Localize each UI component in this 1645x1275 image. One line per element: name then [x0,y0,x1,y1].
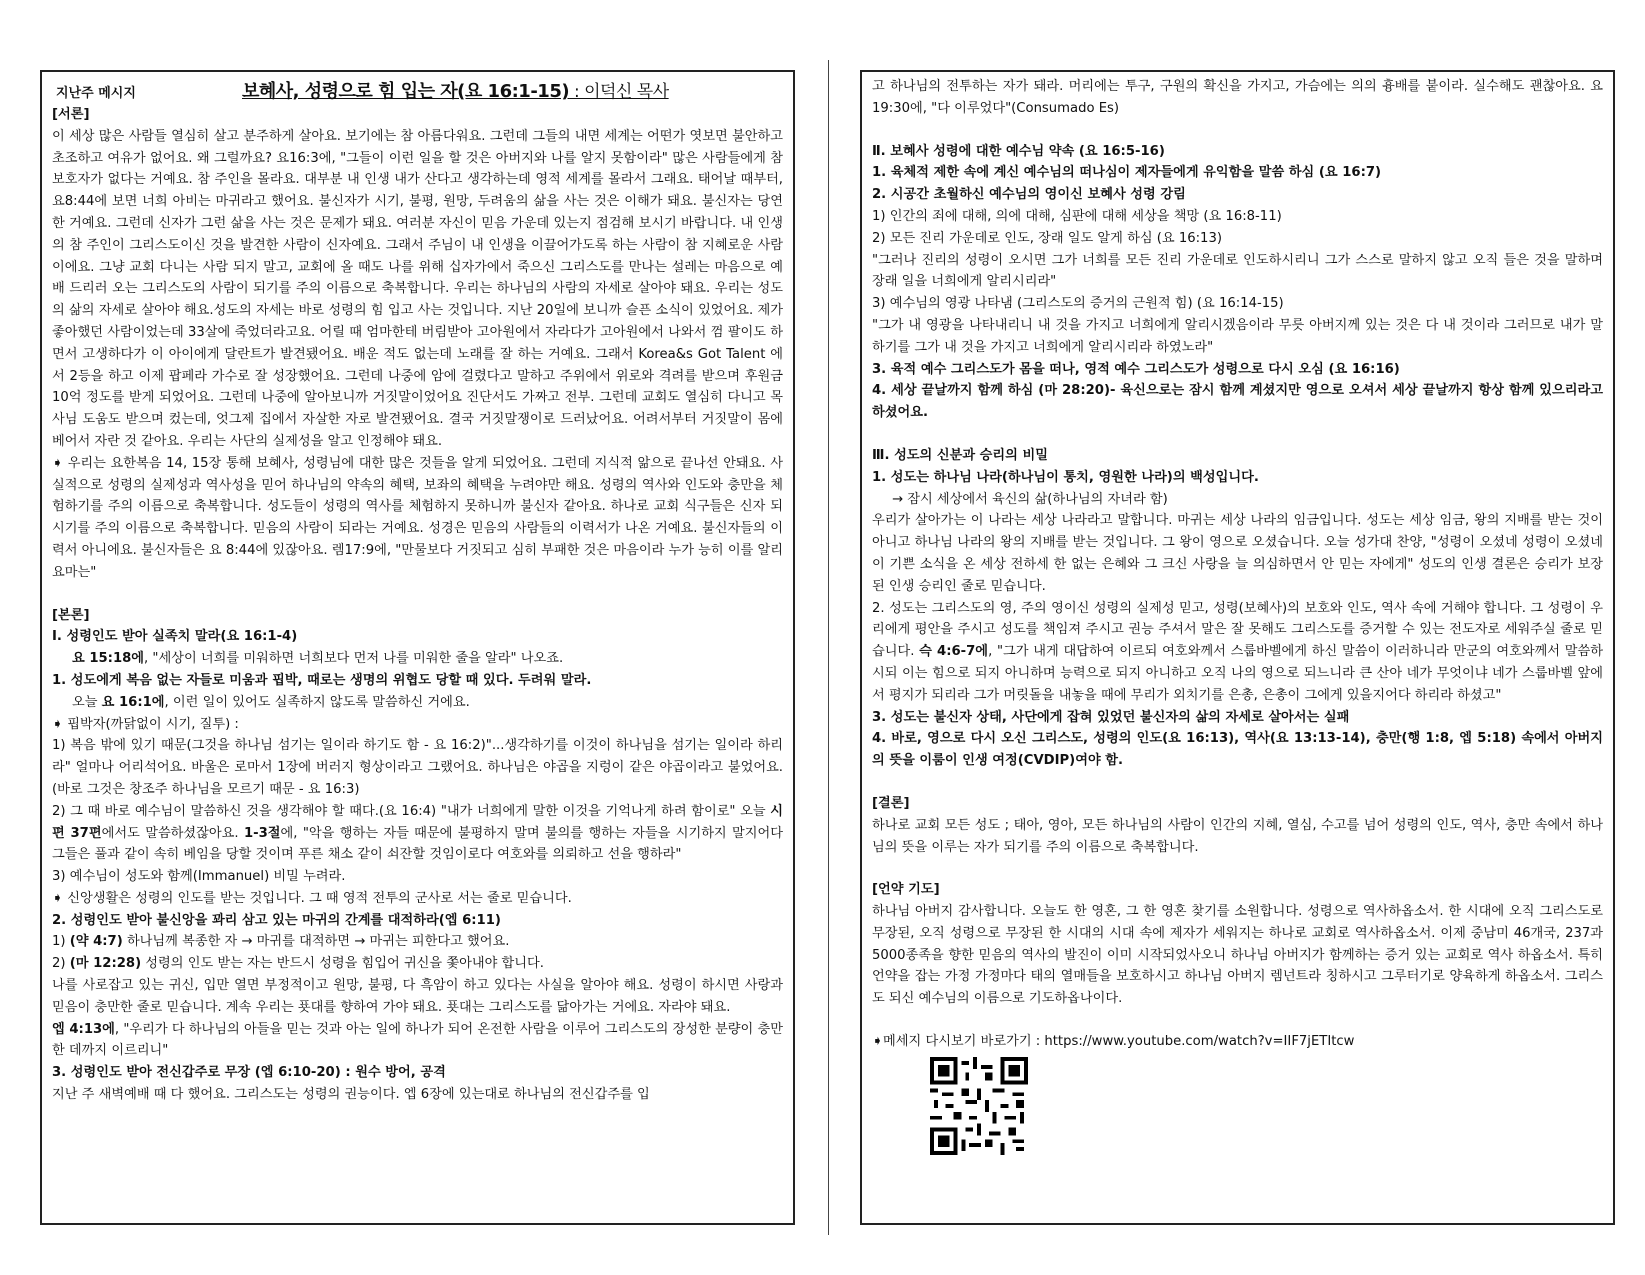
section-3-heading: 3. 성령인도 받아 전신갑주로 무장 (엡 6:10-20) : 원수 방어, 공격 [52,1065,446,1081]
section-ii-point-7: 4. 세상 끝날까지 함께 하심 (마 28:20)- 육신으로는 잠시 함께 계셨지만 영으로 오셔서 세상 끝날까지 항상 함께 있으리라고 하셨어요. [872,383,1603,421]
section-ii-quote-2: "그가 내 영광을 나타내리니 내 것을 가지고 너희에게 알리시겠음이라 무릇 아버지께 있는 것은 다 내 것이라 그러므로 내가 말하기를 그가 내 것을 가지고 너희에게 알리시리라 하였노라" [872,317,1603,355]
text-part: 에서도 말씀하셨잖아요. [101,825,244,841]
ref-bold: (약 4:7) [69,934,123,950]
section-2-point-1 [52,931,783,953]
text-part: 에, "악을 행하는 자들 때문에 불평하지 말며 불의를 행하는 자들을 시기하지 말지어다 그들은 풀과 같이 속히 베임을 당할 것이며 푸른 채소 같이 쇠잔할 것임이로다 여호와를 의뢰하고 선을 행하라" [52,825,784,863]
text-part: 하나님께 복종한 자 → 마귀를 대적하면 → 마귀는 피한다고 했어요. [122,934,510,950]
section-1-heading: Ⅰ. 성령인도 받아 실족치 말라(요 16:1-4) [52,629,298,645]
header-label: 지난주 메시지 [56,86,136,101]
section-ii-point-5: 3) 예수님의 영광 나타냄 (그리스도의 증거의 근원적 힘) (요 16:14-15) [872,296,1284,312]
text-part: 성령의 인도 받는 자는 반드시 성령을 힘입어 귀신을 쫓아내야 합니다. [141,956,544,972]
section-2-point-3: 나를 사로잡고 있는 귀신, 입만 열면 부정적이고 원망, 불평, 다 흑암이 하고 있다는 사실을 알아야 해요. 성령이 하시면 사랑과 믿음이 충만한 줄로 믿습니다. 계속 우리는 푯대를 향하여 가야 돼요. 푯대는 그리스도를 닮아가는 거에요. 자라야 돼요. [52,978,783,1015]
section-2-point-4 [52,1019,783,1063]
left-column [40,70,795,1225]
text-part: , "우리가 다 하나님의 아들을 믿는 것과 아는 일에 하나가 되어 온전한 사람을 이루어 그리스도의 장성한 분량이 충만한 데까지 이르리니" [52,1021,783,1059]
section-iii-paragraph-2 [872,598,1603,707]
intro-heading: [서론] [52,107,90,122]
sermon-title [242,77,669,103]
section-ii-point-4: 2) 모든 진리 가운데로 인도, 장래 일도 알게 하심 (요 16:13) [872,230,1222,246]
section-1-point-4 [52,801,783,866]
section-1-point-6: ➧ 신앙생활은 성령의 인도를 받는 것입니다. 그 때 영적 전투의 군사로 서는 줄로 믿습니다. [52,890,572,906]
ref-bold: 1-3절 [243,825,281,841]
text-part: , 이런 일이 있어도 실족하지 않도록 말씀하신 거에요. [164,694,470,710]
section-1-point-1b [52,692,783,714]
ref-bold: 요 15:18에 [72,651,145,667]
section-2-heading: 2. 성령인도 받아 불신앙을 꽈리 삼고 있는 마귀의 간계를 대적하라(엡 6:11) [52,912,501,928]
text-part: 2) [52,956,70,972]
section-1-point-3: 1) 복음 밖에 있기 때문(그것을 하나님 섬기는 일이라 하기도 함 - 요 16:2)"...생각하기를 이것이 하나님을 섬기는 일이라 하리라" 얼마나 어리석어요. 바울은 로마서 1장에 버러지 형상이라고 그랬어요. 하나님은 야곱을 지렁이 같은 야곱이라고 불었어요. (바로 그것은 창조주 하나님을 모르기 때문 - 요 16:3) [52,738,783,797]
sermon-author: : 이덕신 목사 [569,82,669,102]
section-iii-point-1: 1. 성도는 하나님 나라(하나님이 통치, 영원한 나라)의 백성입니다. [872,469,1259,485]
qr-code-graphic [930,1057,1028,1155]
prayer-paragraph: 하나님 아버지 감사합니다. 오늘도 한 영혼, 그 한 영혼 찾기를 소원합니다. 성령으로 역사하옵소서. 한 시대에 오직 그리스도로 무장된, 오직 성령으로 무장된 한 시대의 시대 속에 제자가 세워지는 하나로 교회로 역사하옵소서. 이제 중남미 46개국, 237과 5000종족을 향한 믿음의 역사의 발진이 이미 시작되었사오니 하나님 아버지가 함께하는 증거 있는 교회로 역사 하옵소서. 특히 언약을 잡는 가정 가정마다 태의 열매들을 보호하시고 하나님 아버지 렘넌트라 칭하시고 그루터기로 양육하게 하옵소서. 그리스도 되신 예수님의 이름으로 기도하옵나이다. [872,904,1603,1007]
video-link[interactable]: ➧메세지 다시보기 바로가기 : https://www.youtube.com/watch?v=IIF7jETItcw [872,1034,1355,1050]
section-ii-point-2: 2. 시공간 초월하신 예수님의 영이신 보혜사 성령 강림 [872,187,1186,203]
ref-bold: 요 16:1에 [101,694,165,710]
section-ii-point-1: 1. 육체적 제한 속에 계신 예수님의 떠나심이 제자들에게 유익함을 말씀 하심 (요 16:7) [872,165,1382,181]
intro-paragraph-1: 이 세상 많은 사람들 열심히 살고 분주하게 살아요. 보기에는 참 아름다워요. 그런데 그들의 내면 세계는 어떤가 엿보면 불안하고 초조하고 여유가 없어요. 왜 그럴까요? 요16:3에, "그들이 이런 일을 할 것은 아버지와 나를 알지 못함이라" 많은 사람들에게 참 보호자가 없다는 거예요. 참 주인을 몰라요. 대부분 내 인생 내가 산다고 생각하는데 영적 세계를 몰라서 그래요. 태어날 때부터, 요8:44에 보면 너희 아비는 마귀라고 했어요. 불신자가 시기, 불평, 원망, 두려움의 삶을 사는 것은 이해가 돼요. 불신자는 당연한 거예요. 그런데 신자가 그런 삶을 사는 것은 문제가 돼요. 여러분 자신이 믿음 가운데 있는지 점검해 보시기 바랍니다. 내 인생의 참 주인이 그리스도이신 것을 발견한 사람이 신자예요. 그래서 주님이 내 인생을 이끌어가도록 하는 사람이 참 지혜로운 사람이에요. 그냥 교회 다니는 사람 되지 말고, 교회에 올 때도 나를 위해 십자가에서 죽으신 그리스도를 만나는 설레는 마음으로 예배 드리러 오는 그리스도의 사람이 되기를 주의 이름으로 축복합니다. 우리는 하나님의 사람의 자세로 살아야 돼요. 우리는 성도의 삶의 자세로 살아야 해요.성도의 자세는 바로 성령의 힘 입고 사는 것입니다. 지난 20일에 보니까 슬픈 소식이 있었어요. 제가 좋아했던 사람이었는데 33살에 죽었더라고요. 어릴 때 엄마한테 버림받아 고아원에서 자라다가 고아원에서 나와서 껌 팔이도 하면서 고생하다가 이 아이에게 달란트가 발견됐어요. 배운 적도 없는데 노래를 잘 하는 거예요. 그래서 Korea&s Got Talent 에서 2등을 하고 이제 팝페라 가수로 잘 성장했어요. 그런데 나중에 암에 걸렸다고 말하고 주위에서 위로와 격려를 받으며 후원금 10억 정도를 받게 되었어요. 그런데 나중에 알아보니까 거짓말이었어요 진단서도 가짜고 전부. 그런데 교회도 열심히 다니고 목사님 도움도 받으며 컸는데, 엇그제 집에서 자살한 자로 발견됐어요. 결국 거짓말쟁이로 드러났어요. 어려서부터 거짓말이 몸에 베어서 자란 것 같아요. 우리는 사단의 실제성을 알고 인정해야 돼요. [52,128,783,449]
message-header [52,76,783,104]
section-ii-point-3: 1) 인간의 죄에 대해, 의에 대해, 심판에 대해 세상을 책망 (요 16:8-11) [872,208,1282,224]
text-part: 오늘 [72,694,102,710]
text-part: 2) 그 때 바로 예수님이 말씀하신 것을 생각해야 할 때다.(요 16:4) "내가 너희에게 말한 이것을 기억나게 하려 함이로" 오늘 [52,803,771,819]
ref-bold: 슥 4:6-7에 [919,644,989,660]
section-iii-point-3: 3. 성도는 불신자 상태, 사단에게 잡혀 있었던 불신자의 삶의 자세로 살아서는 실패 [872,709,1350,725]
column-divider [828,60,829,1235]
section-ii-quote-1: "그러나 진리의 성령이 오시면 그가 너희를 모든 진리 가운데로 인도하시리니 그가 스스로 말하지 않고 오직 들은 것을 말하며 장래 일을 너희에게 알리시리라" [872,252,1603,290]
section-ii-heading: Ⅱ. 보혜사 성령에 대한 예수님 약속 (요 16:5-16) [872,143,1165,159]
right-column [860,70,1615,1225]
section-ii-point-6: 3. 육적 예수 그리스도가 몸을 떠나, 영적 예수 그리스도가 성령으로 다시 오심 (요 16:16) [872,361,1400,377]
ref-bold: (마 12:28) [69,956,142,972]
sermon-title-text: 보혜사, 성령으로 힘 입는 자(요 16:1-15) [242,81,570,102]
text-part: , "그가 내게 대답하여 이르되 여호와께서 스룹바벨에게 하신 말씀이 이러하니라 만군의 여호와께서 말씀하시되 이는 힘으로 되지 아니하며 능력으로 되지 아니하고 오직 나의 영으로 되느니라 큰 산아 네가 무엇이냐 네가 스룹바벨 앞에서 평지가 되리라 그가 머릿돌을 내놓을 때에 무리가 외치기를 은총, 은총이 그에게 있을지어다 하리라 하셨고" [872,644,1603,703]
section-1-point-1: 1. 성도에게 복음 없는 자들로 미움과 핍박, 때로는 생명의 위협도 당할 때 있다. 두려워 말라. [52,672,592,688]
section-iii-point-4: 4. 바로, 영으로 다시 오신 그리스도, 성령의 인도(요 16:13), 역사(요 13:13-14), 충만(행 1:8, 엡 5:18) 속에서 아버지의 뜻을 이룸이 인생 여정(CVDIP)여야 함. [872,731,1603,769]
section-1-ref [52,648,783,670]
section-1-point-2: ➧ 핍박자(까닭없이 시기, 질투) : [52,716,239,732]
conclusion-heading: [결론] [872,795,910,811]
section-iii-paragraph-1: 우리가 살아가는 이 나라는 세상 나라라고 말합니다. 마귀는 세상 나라의 임금입니다. 성도는 세상 임금, 왕의 지배를 받는 것이 아니고 하나님 나라의 왕의 지배를 받는 것입니다. 그 왕이 영으로 오셨습니다. 오늘 성가대 찬양, "성령이 오셨네 성령이 오셨네 이 기쁜 소식을 온 세상 전하세 한 없는 은혜와 그 크신 사랑을 늘 의심하면서 안 믿는 자에게" 성도의 인생 결론은 승리가 보장된 인생 승리인 줄로 믿습니다. [872,513,1603,594]
section-1-point-5: 3) 예수님이 성도와 함께(Immanuel) 비밀 누려라. [52,869,346,885]
section-iii-point-1-sub: → 잠시 세상에서 육신의 삶(하나님의 자녀라 함) [892,491,1168,507]
prayer-heading: [언약 기도] [872,882,940,898]
ref-bold: 엡 4:13에 [52,1021,115,1037]
continued-paragraph: 고 하나님의 전투하는 자가 돼라. 머리에는 투구, 구원의 확신을 가지고, 가슴에는 의의 흉배를 붙이라. 실수해도 괜찮아요. 요 19:30에, "다 이루었다"(Consumado Es) [872,79,1603,116]
section-3-paragraph: 지난 주 새벽예배 때 다 했어요. 그리스도는 성령의 권능이다. 엡 6장에 있는대로 하나님의 전신갑주를 입 [52,1087,650,1103]
intro-paragraph-2: ➧ 우리는 요한복음 14, 15장 통해 보혜사, 성령님에 대한 많은 것들을 알게 되었어요. 그런데 지식적 앎으로 끝나선 안돼요. 사실적으로 성령의 실제성과 역사성을 믿어 하나님의 약속의 혜택, 보좌의 혜택을 누려야만 해요. 성령의 역사와 인도와 충만을 체험하기를 주의 이름으로 축복합니다. 성도들이 성령의 역사를 체험하지 못하니까 불신자 같아요. 하나로 교회 식구들은 신자 되시기를 주의 이름으로 축복합니다. 믿음의 사람이 되라는 거예요. 성경은 믿음의 사람들의 이력서가 나온 거예요. 불신자들의 이력서 아니에요. 불신자들은 요 8:44에 있잖아요. 렘17:9에, "만물보다 거짓되고 심히 부패한 것은 마음이라 누가 능히 이를 알리요마는" [52,455,783,580]
conclusion-paragraph: 하나로 교회 모든 성도 ; 태아, 영아, 모든 하나님의 사람이 인간의 지혜, 열심, 수고를 넘어 성령의 인도, 역사, 충만 속에서 하나님의 뜻을 이루는 자가 되기를 주의 이름으로 축복합니다. [872,817,1603,855]
body-heading: [본론] [52,607,90,623]
text-part: 1) [52,934,70,950]
section-2-point-2 [52,953,783,975]
ref-text: , "세상이 너희를 미워하면 너희보다 먼저 나를 미워한 줄을 알라" 나오죠. [144,651,564,667]
qr-code-icon[interactable] [930,1057,1028,1155]
section-iii-heading: Ⅲ. 성도의 신분과 승리의 비밀 [872,447,1048,463]
text-part: 2. 성도는 그리스도의 영, 주의 영이신 성령의 실제성 믿고, 성령(보혜사)의 보호와 인도, 역사 속에 거해야 합니다. 그 성령이 우리에게 평안을 주시고 성도를 책임져 주시고 권능 주셔서 말은 잘 못해도 그리스도를 증거할 수 있는 전도자로 세워주실 줄로 믿습니다. [872,600,1603,660]
ref-bold: 시편 37편 [52,803,783,841]
